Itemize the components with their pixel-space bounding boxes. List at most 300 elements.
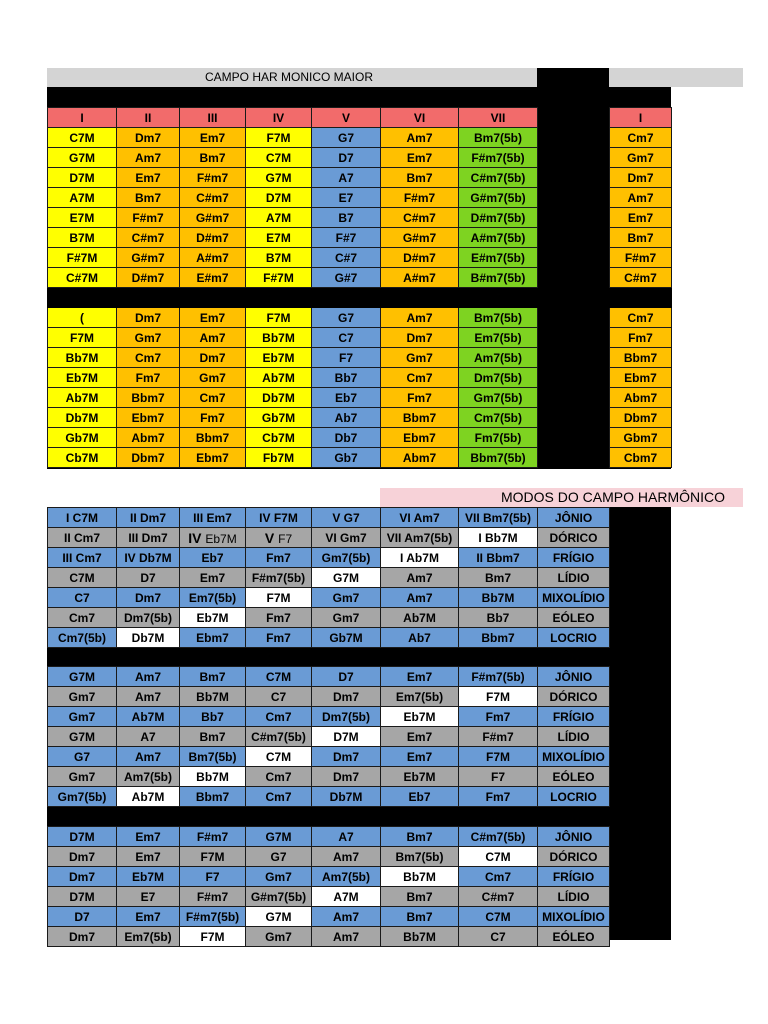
chord-cell: G#m7 bbox=[381, 228, 459, 248]
chord-cell: F#m7 bbox=[381, 188, 459, 208]
mode-chord-cell: Cm7 bbox=[246, 767, 312, 787]
mode-chord-cell: III Em7 bbox=[180, 508, 246, 528]
chord-cell: D7M bbox=[246, 188, 312, 208]
spacer-row bbox=[48, 288, 538, 308]
chord-cell: Gm7(5b) bbox=[459, 388, 538, 408]
chord-cell: Dm7 bbox=[117, 308, 180, 328]
mode-chord-cell: VI Gm7 bbox=[312, 528, 381, 548]
mode-chord-cell: Fm7 bbox=[459, 707, 538, 727]
mode-chord-cell: F#m7 bbox=[459, 727, 538, 747]
minor-chord-cell: Cbm7 bbox=[610, 448, 672, 468]
mode-chord-cell: IV F7M bbox=[246, 508, 312, 528]
mode-chord-cell: D7M bbox=[48, 827, 117, 847]
minor-chord-cell: Ebm7 bbox=[610, 368, 672, 388]
chord-cell: Db7M bbox=[246, 388, 312, 408]
chord-cell: A7M bbox=[246, 208, 312, 228]
chord-cell: A#m7 bbox=[381, 268, 459, 288]
mode-chord-cell: C7 bbox=[48, 588, 117, 608]
chord-cell: F7 bbox=[312, 348, 381, 368]
mode-chord-cell: Bm7 bbox=[381, 907, 459, 927]
mode-chord-cell: Cm7 bbox=[48, 608, 117, 628]
chord-cell: G#7 bbox=[312, 268, 381, 288]
mode-name-cell: FRÍGIO bbox=[538, 867, 610, 887]
mode-chord-cell: I Ab7M bbox=[381, 548, 459, 568]
black-column-modes bbox=[609, 507, 671, 940]
minor-degree-header: I bbox=[610, 108, 672, 128]
chord-cell: G7M bbox=[48, 148, 117, 168]
chord-cell: D#m7(5b) bbox=[459, 208, 538, 228]
mode-chord-cell: G7M bbox=[246, 827, 312, 847]
mode-chord-cell: Bm7(5b) bbox=[381, 847, 459, 867]
mode-chord-cell: F#m7 bbox=[180, 887, 246, 907]
mode-name-cell: EÓLEO bbox=[538, 927, 610, 947]
mode-chord-cell: G7M bbox=[312, 568, 381, 588]
mode-chord-cell: Dm7 bbox=[48, 867, 117, 887]
chord-cell: Abm7 bbox=[117, 428, 180, 448]
harmonic-field-table bbox=[47, 107, 538, 468]
mode-chord-cell: Am7 bbox=[381, 568, 459, 588]
mode-chord-cell: Am7(5b) bbox=[117, 767, 180, 787]
chord-cell: A7M bbox=[48, 188, 117, 208]
chord-cell: C#m7 bbox=[180, 188, 246, 208]
chord-cell: Dm7 bbox=[180, 348, 246, 368]
mode-chord-cell: Em7 bbox=[117, 907, 180, 927]
chord-cell: Em7(5b) bbox=[459, 328, 538, 348]
mode-chord-cell: Em7(5b) bbox=[180, 588, 246, 608]
mode-chord-cell: Bm7 bbox=[459, 568, 538, 588]
minor-chord-cell: Cm7 bbox=[610, 128, 672, 148]
black-column-top bbox=[537, 68, 609, 468]
chord-cell: Am7 bbox=[381, 128, 459, 148]
chord-cell: Em7 bbox=[180, 308, 246, 328]
mode-chord-cell: C7M bbox=[459, 907, 538, 927]
modes-title: MODOS DO CAMPO HARMÔNICO bbox=[380, 488, 743, 507]
mode-chord-cell: F7 bbox=[180, 867, 246, 887]
chord-cell: Db7M bbox=[48, 408, 117, 428]
chord-cell: Am7 bbox=[381, 308, 459, 328]
chord-cell: F#7M bbox=[246, 268, 312, 288]
mode-chord-cell: Dm7 bbox=[48, 847, 117, 867]
minor-chord-cell: Abm7 bbox=[610, 388, 672, 408]
mode-chord-cell: Eb7 bbox=[180, 548, 246, 568]
chord-cell: Ebm7 bbox=[180, 448, 246, 468]
mode-chord-cell: Eb7M bbox=[381, 767, 459, 787]
mode-chord-cell: Em7(5b) bbox=[381, 687, 459, 707]
mode-chord-cell: Gm7 bbox=[48, 767, 117, 787]
chord-cell: F7M bbox=[246, 128, 312, 148]
chord-cell: F#m7 bbox=[180, 168, 246, 188]
chord-cell: F#7M bbox=[48, 248, 117, 268]
chord-cell: E7M bbox=[48, 208, 117, 228]
chord-cell: Abm7 bbox=[381, 448, 459, 468]
mode-chord-cell: Fm7 bbox=[246, 608, 312, 628]
mode-chord-cell: Eb7M bbox=[180, 608, 246, 628]
chord-cell: Cb7M bbox=[246, 428, 312, 448]
mode-name-cell: MIXOLÍDIO bbox=[538, 907, 610, 927]
chord-cell: Cm7(5b) bbox=[459, 408, 538, 428]
mode-chord-cell: D7M bbox=[312, 727, 381, 747]
mode-chord-cell: Am7 bbox=[117, 747, 180, 767]
mode-chord-cell: C7M bbox=[246, 667, 312, 687]
chord-cell: Em7 bbox=[381, 148, 459, 168]
mode-chord-cell: Gm7 bbox=[246, 927, 312, 947]
mode-chord-cell: Ab7M bbox=[381, 608, 459, 628]
mode-name-cell: MIXOLÍDIO bbox=[538, 588, 610, 608]
chord-cell: Bb7 bbox=[312, 368, 381, 388]
chord-cell: Ebm7 bbox=[117, 408, 180, 428]
mode-name-cell: FRÍGIO bbox=[538, 548, 610, 568]
mode-chord-cell: Ebm7 bbox=[180, 628, 246, 648]
mode-name-cell: LÍDIO bbox=[538, 568, 610, 588]
chord-cell: Bm7(5b) bbox=[459, 308, 538, 328]
mode-chord-cell: Bb7M bbox=[381, 927, 459, 947]
mode-chord-cell: F7M bbox=[246, 588, 312, 608]
mode-chord-cell: Bm7 bbox=[180, 667, 246, 687]
mode-chord-cell: Am7 bbox=[312, 927, 381, 947]
mode-chord-cell: C7M bbox=[459, 847, 538, 867]
black-band-top bbox=[47, 87, 671, 108]
minor-chord-cell: Bm7 bbox=[610, 228, 672, 248]
mode-chord-cell: Gm7 bbox=[312, 608, 381, 628]
chord-cell: D#m7 bbox=[180, 228, 246, 248]
mode-chord-cell: III Cm7 bbox=[48, 548, 117, 568]
degree-header: II bbox=[117, 108, 180, 128]
mode-chord-cell: Dm7 bbox=[312, 747, 381, 767]
mode-chord-cell: E7 bbox=[117, 887, 180, 907]
chord-cell: Bm7 bbox=[180, 148, 246, 168]
chord-cell: C7M bbox=[246, 148, 312, 168]
mode-chord-cell: C7M bbox=[246, 747, 312, 767]
mode-name-cell: JÔNIO bbox=[538, 667, 610, 687]
chord-cell: B7M bbox=[48, 228, 117, 248]
mode-chord-cell: C7 bbox=[459, 927, 538, 947]
mode-chord-cell: C7M bbox=[48, 568, 117, 588]
sheet-title: CAMPO HAR MONICO MAIOR bbox=[47, 68, 537, 87]
mode-chord-cell: II Bbm7 bbox=[459, 548, 538, 568]
chord-cell: F7M bbox=[48, 328, 117, 348]
mode-chord-cell: G7M bbox=[48, 667, 117, 687]
chord-cell: F#m7 bbox=[117, 208, 180, 228]
mode-chord-cell: Dm7 bbox=[117, 588, 180, 608]
mode-chord-cell: VI Am7 bbox=[381, 508, 459, 528]
mode-name-cell: LÍDIO bbox=[538, 887, 610, 907]
mode-chord-cell: VII Bm7(5b) bbox=[459, 508, 538, 528]
spacer-row bbox=[610, 288, 672, 308]
chord-cell: B#m7(5b) bbox=[459, 268, 538, 288]
mode-chord-cell: Em7 bbox=[381, 667, 459, 687]
mode-chord-cell: Db7M bbox=[312, 787, 381, 807]
chord-cell: Cm7 bbox=[180, 388, 246, 408]
mode-chord-cell: Gb7M bbox=[312, 628, 381, 648]
minor-chord-cell: C#m7 bbox=[610, 268, 672, 288]
chord-cell: Gm7 bbox=[117, 328, 180, 348]
chord-cell: Ebm7 bbox=[381, 428, 459, 448]
mode-chord-cell: Dm7 bbox=[48, 927, 117, 947]
chord-cell: A7 bbox=[312, 168, 381, 188]
chord-cell: Fm7(5b) bbox=[459, 428, 538, 448]
mode-chord-cell: Eb7 bbox=[381, 787, 459, 807]
mode-chord-cell: C#m7(5b) bbox=[459, 827, 538, 847]
mode-chord-cell: Ab7M bbox=[117, 787, 180, 807]
chord-cell: B7 bbox=[312, 208, 381, 228]
mode-name-cell: DÓRICO bbox=[538, 847, 610, 867]
chord-cell: G#m7 bbox=[117, 248, 180, 268]
mode-chord-cell: Bm7(5b) bbox=[180, 747, 246, 767]
mode-chord-cell: Em7 bbox=[117, 827, 180, 847]
minor-chord-cell: Cm7 bbox=[610, 308, 672, 328]
mode-chord-cell: A7 bbox=[312, 827, 381, 847]
mode-chord-cell: A7 bbox=[117, 727, 180, 747]
mode-chord-cell: Cm7 bbox=[246, 707, 312, 727]
mode-chord-cell: D7 bbox=[312, 667, 381, 687]
chord-cell: C7M bbox=[48, 128, 117, 148]
chord-cell: Bm7(5b) bbox=[459, 128, 538, 148]
minor-chord-cell: Gbm7 bbox=[610, 428, 672, 448]
mode-chord-cell: G7M bbox=[48, 727, 117, 747]
mode-chord-cell: Bb7 bbox=[180, 707, 246, 727]
chord-cell: B7M bbox=[246, 248, 312, 268]
mode-name-cell: LÍDIO bbox=[538, 727, 610, 747]
mode-name-cell: DÓRICO bbox=[538, 687, 610, 707]
chord-cell: Bm7 bbox=[381, 168, 459, 188]
chord-cell: Em7 bbox=[117, 168, 180, 188]
mode-chord-cell: Am7(5b) bbox=[312, 867, 381, 887]
mode-chord-cell: Cm7 bbox=[246, 787, 312, 807]
mode-chord-cell: Cm7 bbox=[459, 867, 538, 887]
mode-chord-cell: G7 bbox=[48, 747, 117, 767]
chord-cell: Gb7M bbox=[48, 428, 117, 448]
chord-cell: Em7 bbox=[180, 128, 246, 148]
chord-cell: F#m7(5b) bbox=[459, 148, 538, 168]
mode-chord-cell: Dm7(5b) bbox=[117, 608, 180, 628]
minor-chord-cell: F#m7 bbox=[610, 248, 672, 268]
mode-chord-cell: Ab7 bbox=[381, 628, 459, 648]
chord-cell: E#m7(5b) bbox=[459, 248, 538, 268]
mode-chord-cell: Fm7 bbox=[459, 787, 538, 807]
chord-cell: Db7 bbox=[312, 428, 381, 448]
chord-cell: Gb7 bbox=[312, 448, 381, 468]
chord-cell: C#7M bbox=[48, 268, 117, 288]
chord-cell: G7 bbox=[312, 128, 381, 148]
mode-chord-cell: Bb7 bbox=[459, 608, 538, 628]
chord-cell: Bbm7 bbox=[117, 388, 180, 408]
chord-cell: Dbm7 bbox=[117, 448, 180, 468]
chord-cell: D7 bbox=[312, 148, 381, 168]
mode-chord-cell: I C7M bbox=[48, 508, 117, 528]
chord-cell: Bbm7 bbox=[180, 428, 246, 448]
mode-chord-cell: Gm7 bbox=[48, 707, 117, 727]
mode-chord-cell: Dm7 bbox=[312, 687, 381, 707]
modes-table bbox=[47, 666, 610, 807]
chord-cell: Gm7 bbox=[180, 368, 246, 388]
mode-chord-cell: D7 bbox=[117, 568, 180, 588]
mode-chord-cell: F7M bbox=[180, 927, 246, 947]
minor-chord-cell: Gm7 bbox=[610, 148, 672, 168]
degree-header: III bbox=[180, 108, 246, 128]
chord-cell: E7M bbox=[246, 228, 312, 248]
chord-cell: Fm7 bbox=[180, 408, 246, 428]
mode-chord-cell: Dm7 bbox=[312, 767, 381, 787]
mode-chord-cell: Am7 bbox=[117, 667, 180, 687]
degree-header: VI bbox=[381, 108, 459, 128]
mode-chord-cell: G#m7(5b) bbox=[246, 887, 312, 907]
mode-chord-cell: Fm7 bbox=[246, 628, 312, 648]
mode-chord-cell: F#m7 bbox=[180, 827, 246, 847]
mode-chord-cell: F7 bbox=[459, 767, 538, 787]
mode-chord-cell: Dm7(5b) bbox=[312, 707, 381, 727]
chord-cell: Dm7(5b) bbox=[459, 368, 538, 388]
mode-chord-cell: Am7 bbox=[312, 847, 381, 867]
mode-chord-cell: V F7 bbox=[246, 528, 312, 548]
chord-cell: Dm7 bbox=[117, 128, 180, 148]
chord-cell: Bbm7(5b) bbox=[459, 448, 538, 468]
mode-chord-cell: Cm7(5b) bbox=[48, 628, 117, 648]
mode-name-cell: LOCRIO bbox=[538, 787, 610, 807]
chord-cell: Bbm7 bbox=[381, 408, 459, 428]
mode-name-cell: EÓLEO bbox=[538, 767, 610, 787]
mode-chord-cell: Bb7M bbox=[180, 767, 246, 787]
chord-cell: G#m7 bbox=[180, 208, 246, 228]
mode-chord-cell: G7M bbox=[246, 907, 312, 927]
mode-chord-cell: Bb7M bbox=[459, 588, 538, 608]
header-gray-bar bbox=[609, 68, 743, 87]
chord-cell: Eb7 bbox=[312, 388, 381, 408]
degree-header: I bbox=[48, 108, 117, 128]
mode-chord-cell: Eb7M bbox=[381, 707, 459, 727]
chord-cell: C#m7 bbox=[117, 228, 180, 248]
chord-cell: Dm7 bbox=[381, 328, 459, 348]
minor-chord-cell: Fm7 bbox=[610, 328, 672, 348]
chord-cell: ( bbox=[48, 308, 117, 328]
chord-cell: C#7 bbox=[312, 248, 381, 268]
mode-chord-cell: Bb7M bbox=[180, 687, 246, 707]
mode-chord-cell: Am7 bbox=[312, 907, 381, 927]
chord-cell: E7 bbox=[312, 188, 381, 208]
chord-cell: D#m7 bbox=[381, 248, 459, 268]
chord-cell: Am7 bbox=[180, 328, 246, 348]
mode-chord-cell: Gm7(5b) bbox=[312, 548, 381, 568]
chord-cell: Ab7M bbox=[48, 388, 117, 408]
minor-chord-cell: Am7 bbox=[610, 188, 672, 208]
chord-cell: F#7 bbox=[312, 228, 381, 248]
chord-cell: G7 bbox=[312, 308, 381, 328]
mode-chord-cell: F7M bbox=[180, 847, 246, 867]
mode-chord-cell: Gm7 bbox=[48, 687, 117, 707]
chord-cell: Cm7 bbox=[117, 348, 180, 368]
minor-chord-cell: Em7 bbox=[610, 208, 672, 228]
modes-table bbox=[47, 826, 610, 947]
modes-table bbox=[47, 507, 610, 648]
chord-cell: Cb7M bbox=[48, 448, 117, 468]
mode-chord-cell: Bm7 bbox=[381, 827, 459, 847]
chord-cell: Am7 bbox=[117, 148, 180, 168]
mode-chord-cell: Db7M bbox=[117, 628, 180, 648]
mode-chord-cell: Bbm7 bbox=[459, 628, 538, 648]
chord-cell: A#m7 bbox=[180, 248, 246, 268]
chord-cell: Fm7 bbox=[117, 368, 180, 388]
mode-chord-cell: Gm7 bbox=[312, 588, 381, 608]
degree-header: IV bbox=[246, 108, 312, 128]
mode-chord-cell: IV Db7M bbox=[117, 548, 180, 568]
mode-chord-cell: G7 bbox=[246, 847, 312, 867]
minor-chord-cell: Dm7 bbox=[610, 168, 672, 188]
mode-chord-cell: Em7 bbox=[180, 568, 246, 588]
chord-cell: Bb7M bbox=[246, 328, 312, 348]
chord-cell: Cm7 bbox=[381, 368, 459, 388]
chord-cell: A#m7(5b) bbox=[459, 228, 538, 248]
mode-chord-cell: Ab7M bbox=[117, 707, 180, 727]
mode-chord-cell: III Dm7 bbox=[117, 528, 180, 548]
mode-chord-cell: F#m7(5b) bbox=[180, 907, 246, 927]
mode-chord-cell: I Bb7M bbox=[459, 528, 538, 548]
mode-chord-cell: Gm7(5b) bbox=[48, 787, 117, 807]
mode-chord-cell: II Dm7 bbox=[117, 508, 180, 528]
chord-cell: Fm7 bbox=[381, 388, 459, 408]
mode-chord-cell: A7M bbox=[312, 887, 381, 907]
mode-chord-cell: Bbm7 bbox=[180, 787, 246, 807]
mode-chord-cell: F#m7(5b) bbox=[459, 667, 538, 687]
mode-name-cell: MIXOLÍDIO bbox=[538, 747, 610, 767]
chord-cell: F7M bbox=[246, 308, 312, 328]
chord-cell: Ab7M bbox=[246, 368, 312, 388]
mode-name-cell: JÔNIO bbox=[538, 827, 610, 847]
mode-chord-cell: Eb7M bbox=[117, 867, 180, 887]
relative-minor-column bbox=[609, 107, 672, 468]
chord-cell: Bb7M bbox=[48, 348, 117, 368]
chord-cell: Gm7 bbox=[381, 348, 459, 368]
chord-cell: C#m7 bbox=[381, 208, 459, 228]
chord-cell: G7M bbox=[246, 168, 312, 188]
mode-chord-cell: V G7 bbox=[312, 508, 381, 528]
mode-chord-cell: Gm7 bbox=[246, 867, 312, 887]
minor-chord-cell: Bbm7 bbox=[610, 348, 672, 368]
chord-cell: C7 bbox=[312, 328, 381, 348]
mode-name-cell: EÓLEO bbox=[538, 608, 610, 628]
chord-cell: Ab7 bbox=[312, 408, 381, 428]
mode-chord-cell: C7 bbox=[246, 687, 312, 707]
mode-name-cell: DÓRICO bbox=[538, 528, 610, 548]
chord-cell: D7M bbox=[48, 168, 117, 188]
mode-chord-cell: Bm7 bbox=[381, 887, 459, 907]
mode-chord-cell: II Cm7 bbox=[48, 528, 117, 548]
mode-chord-cell: F#m7(5b) bbox=[246, 568, 312, 588]
mode-chord-cell: D7M bbox=[48, 887, 117, 907]
mode-name-cell: LOCRIO bbox=[538, 628, 610, 648]
chord-cell: D#m7 bbox=[117, 268, 180, 288]
mode-chord-cell: Am7 bbox=[117, 687, 180, 707]
chord-cell: E#m7 bbox=[180, 268, 246, 288]
mode-chord-cell: Em7(5b) bbox=[117, 927, 180, 947]
mode-chord-cell: Am7 bbox=[381, 588, 459, 608]
mode-chord-cell: VII Am7(5b) bbox=[381, 528, 459, 548]
mode-chord-cell: C#m7 bbox=[459, 887, 538, 907]
minor-chord-cell: Dbm7 bbox=[610, 408, 672, 428]
chord-cell: Bm7 bbox=[117, 188, 180, 208]
mode-chord-cell: Fm7 bbox=[246, 548, 312, 568]
chord-cell: Eb7M bbox=[48, 368, 117, 388]
mode-chord-cell: C#m7(5b) bbox=[246, 727, 312, 747]
mode-name-cell: FRÍGIO bbox=[538, 707, 610, 727]
chord-cell: Eb7M bbox=[246, 348, 312, 368]
chord-cell: C#m7(5b) bbox=[459, 168, 538, 188]
mode-chord-cell: Bb7M bbox=[381, 867, 459, 887]
mode-chord-cell: IV Eb7M bbox=[180, 528, 246, 548]
chord-cell: G#m7(5b) bbox=[459, 188, 538, 208]
mode-chord-cell: F7M bbox=[459, 687, 538, 707]
mode-chord-cell: Em7 bbox=[117, 847, 180, 867]
degree-header: VII bbox=[459, 108, 538, 128]
mode-chord-cell: Em7 bbox=[381, 727, 459, 747]
